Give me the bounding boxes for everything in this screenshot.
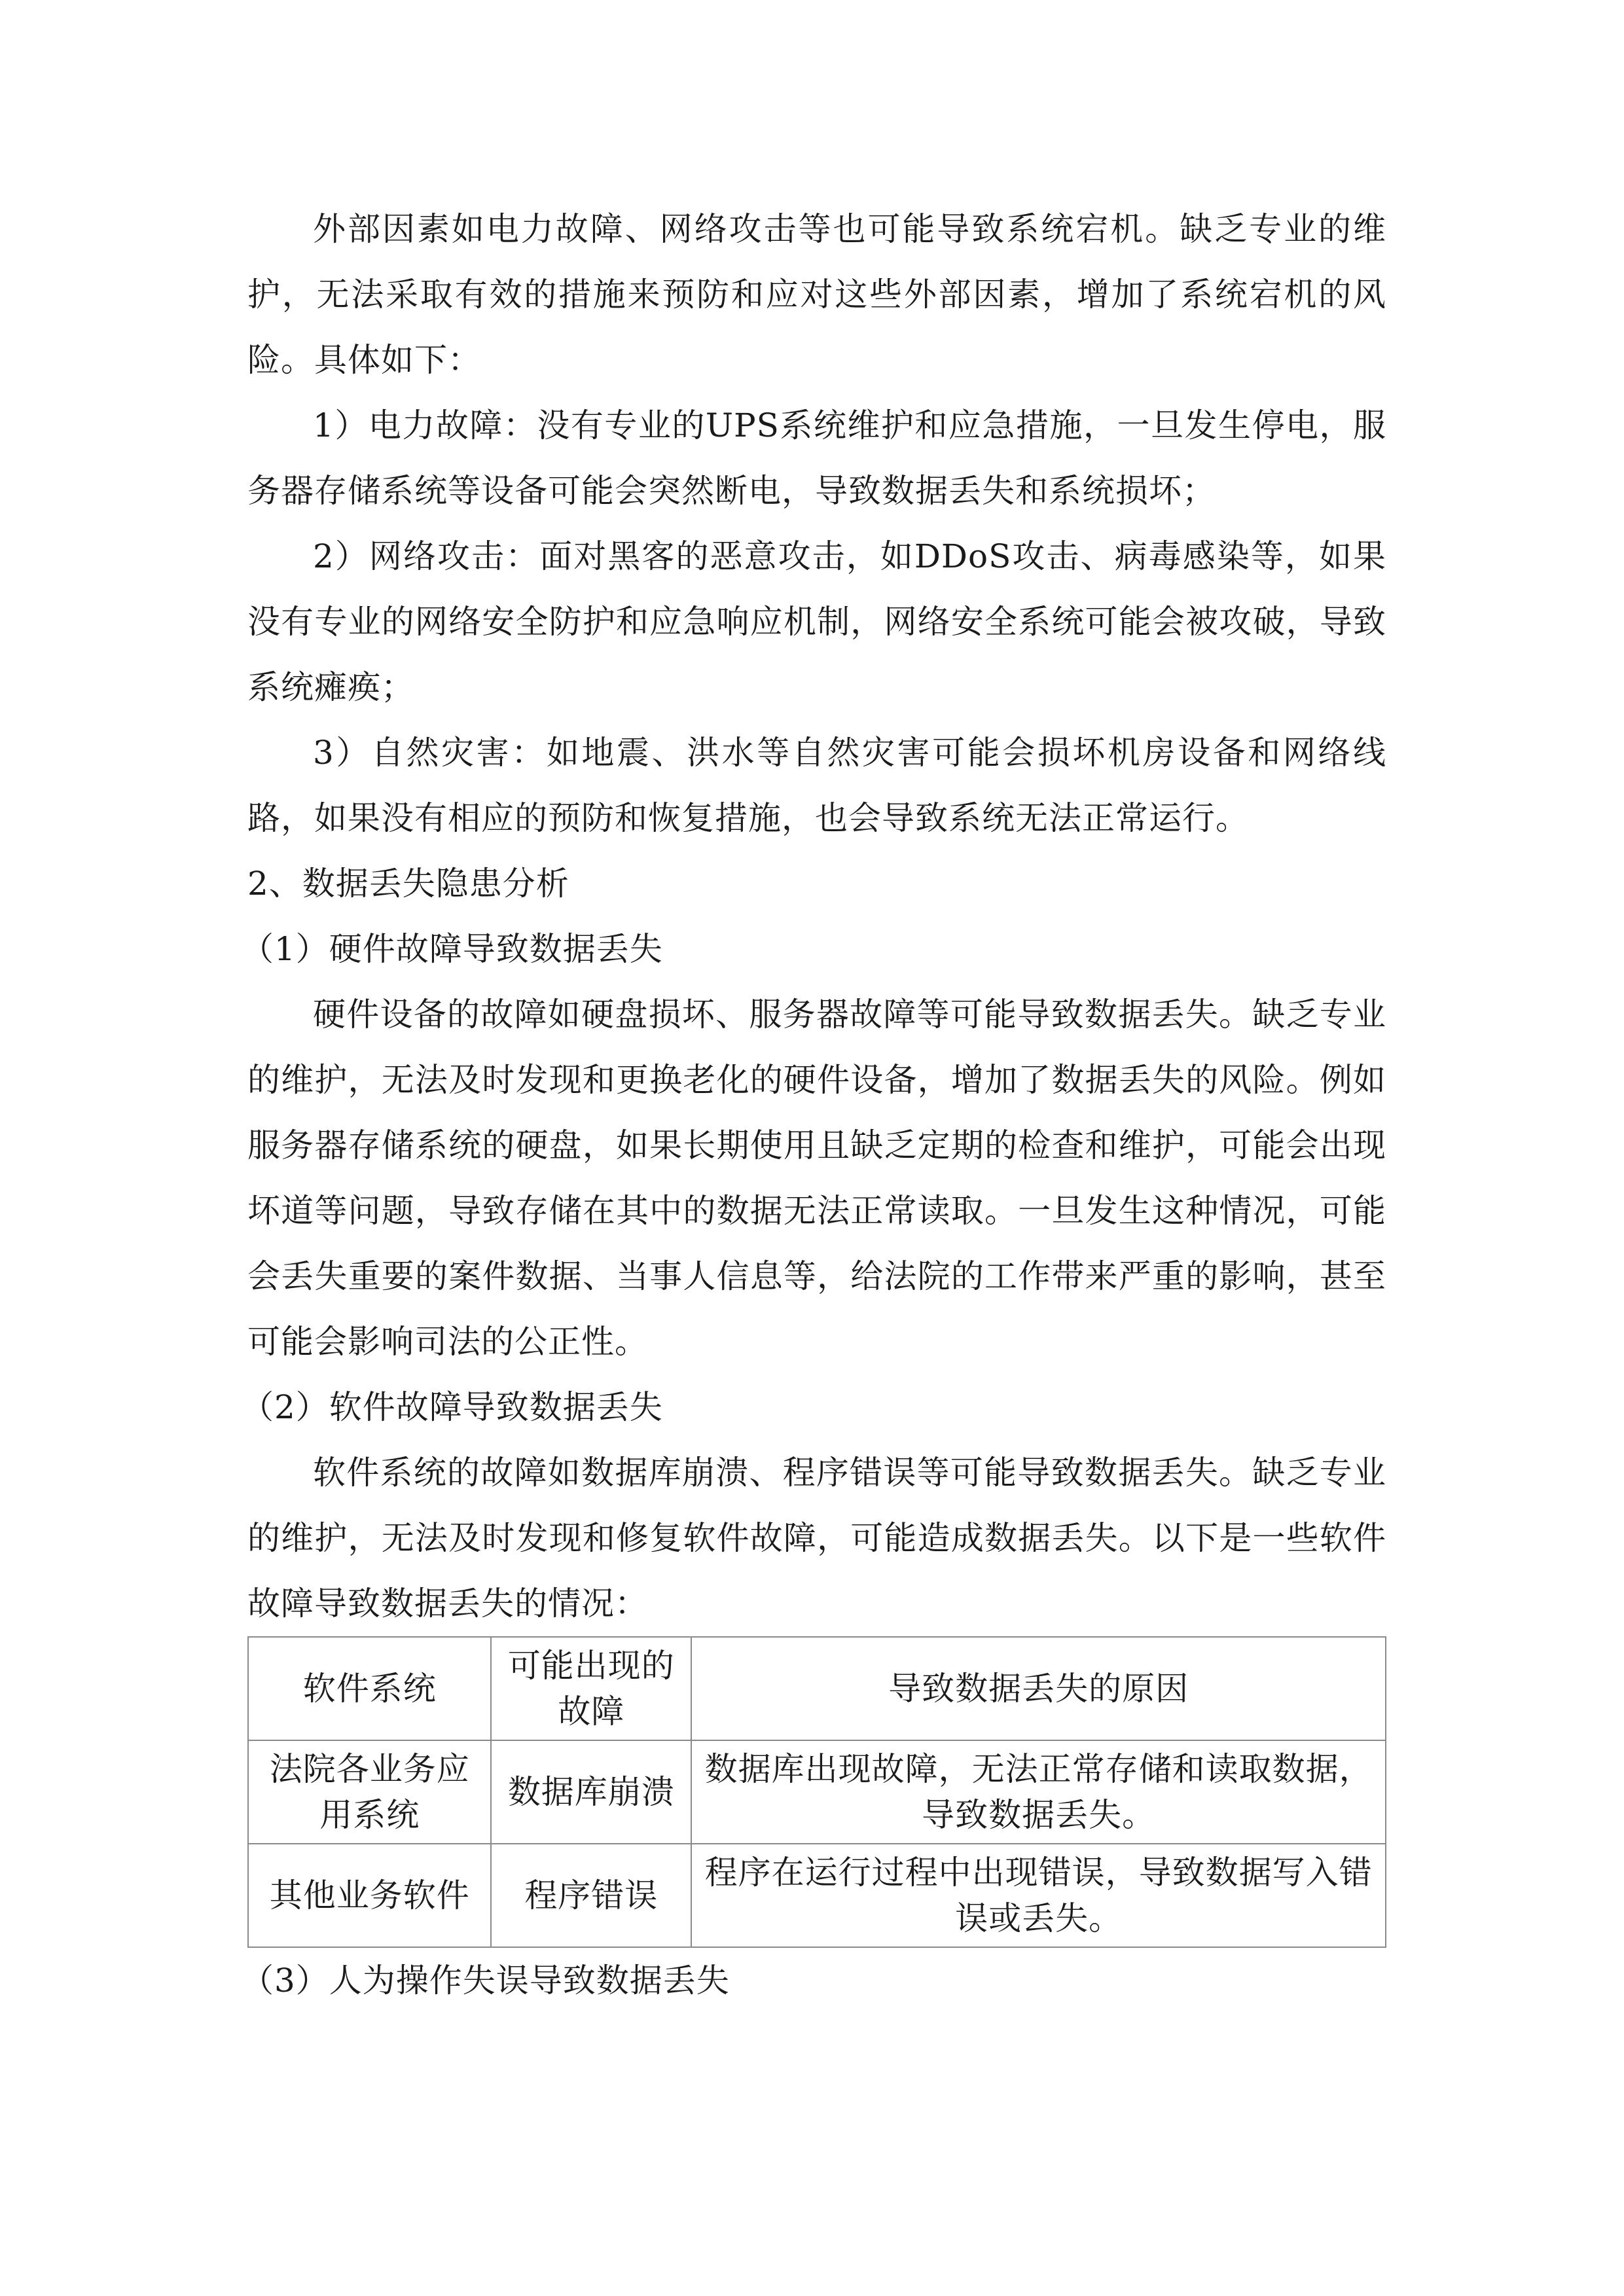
- table-row: [248, 1844, 1386, 1947]
- paragraph-external-factors: 外部因素如电力故障、网络攻击等也可能导致系统宕机。缺乏专业的维护，无法采取有效的措施来预防和应对这些外部因素，增加了系统宕机的风险。具体如下：: [247, 210, 1386, 379]
- paragraph-power-failure: 1）电力故障：没有专业的UPS系统维护和应急措施，一旦发生停电，服务器存储系统等设备可能会突然断电，导致数据丢失和系统损坏；: [247, 406, 1386, 510]
- subheading-software-failure: （2）软件故障导致数据丢失: [241, 1388, 663, 1426]
- software-failure-table: [247, 1636, 1386, 1948]
- table-cell: 其他业务软件: [248, 1844, 491, 1947]
- section-heading-data-loss: 2、数据丢失隐患分析: [247, 865, 569, 903]
- table-cell: 程序错误: [491, 1844, 691, 1947]
- paragraph-hardware-failure: 硬件设备的故障如硬盘损坏、服务器故障等可能导致数据丢失。缺乏专业的维护，无法及时发现和更换老化的硬件设备，增加了数据丢失的风险。例如服务器存储系统的硬盘，如果长期使用且缺乏定期的检查和维护，可能会出现坏道等问题，导致存储在其中的数据无法正常读取。一旦发生这种情况，可能会丢失重要的案件数据、当事人信息等，给法院的工作带来严重的影响，甚至可能会影响司法的公正性。: [247, 996, 1386, 1361]
- table-header-cell: 导致数据丢失的原因: [691, 1637, 1386, 1740]
- subheading-hardware-failure: （1）硬件故障导致数据丢失: [241, 930, 663, 968]
- paragraph-natural-disaster: 3）自然灾害：如地震、洪水等自然灾害可能会损坏机房设备和网络线路，如果没有相应的预防和恢复措施，也会导致系统无法正常运行。: [247, 734, 1386, 837]
- table-cell: 数据库出现故障，无法正常存储和读取数据，导致数据丢失。: [691, 1740, 1386, 1844]
- table-cell: 法院各业务应用系统: [248, 1740, 491, 1844]
- document-body: [241, 196, 1386, 2013]
- table-header-row: [248, 1637, 1386, 1740]
- table-header-cell: 可能出现的故障: [491, 1637, 691, 1740]
- table-cell: 程序在运行过程中出现错误，导致数据写入错误或丢失。: [691, 1844, 1386, 1947]
- table-cell: 数据库崩溃: [491, 1740, 691, 1844]
- paragraph-software-failure: 软件系统的故障如数据库崩溃、程序错误等可能导致数据丢失。缺乏专业的维护，无法及时发现和修复软件故障，可能造成数据丢失。以下是一些软件故障导致数据丢失的情况：: [247, 1454, 1386, 1623]
- subheading-human-error: （3）人为操作失误导致数据丢失: [241, 1962, 730, 2000]
- table-header-cell: 软件系统: [248, 1637, 491, 1740]
- paragraph-network-attack: 2）网络攻击：面对黑客的恶意攻击，如DDoS攻击、病毒感染等，如果没有专业的网络安全防护和应急响应机制，网络安全系统可能会被攻破，导致系统瘫痪；: [247, 537, 1386, 706]
- table-row: [248, 1740, 1386, 1844]
